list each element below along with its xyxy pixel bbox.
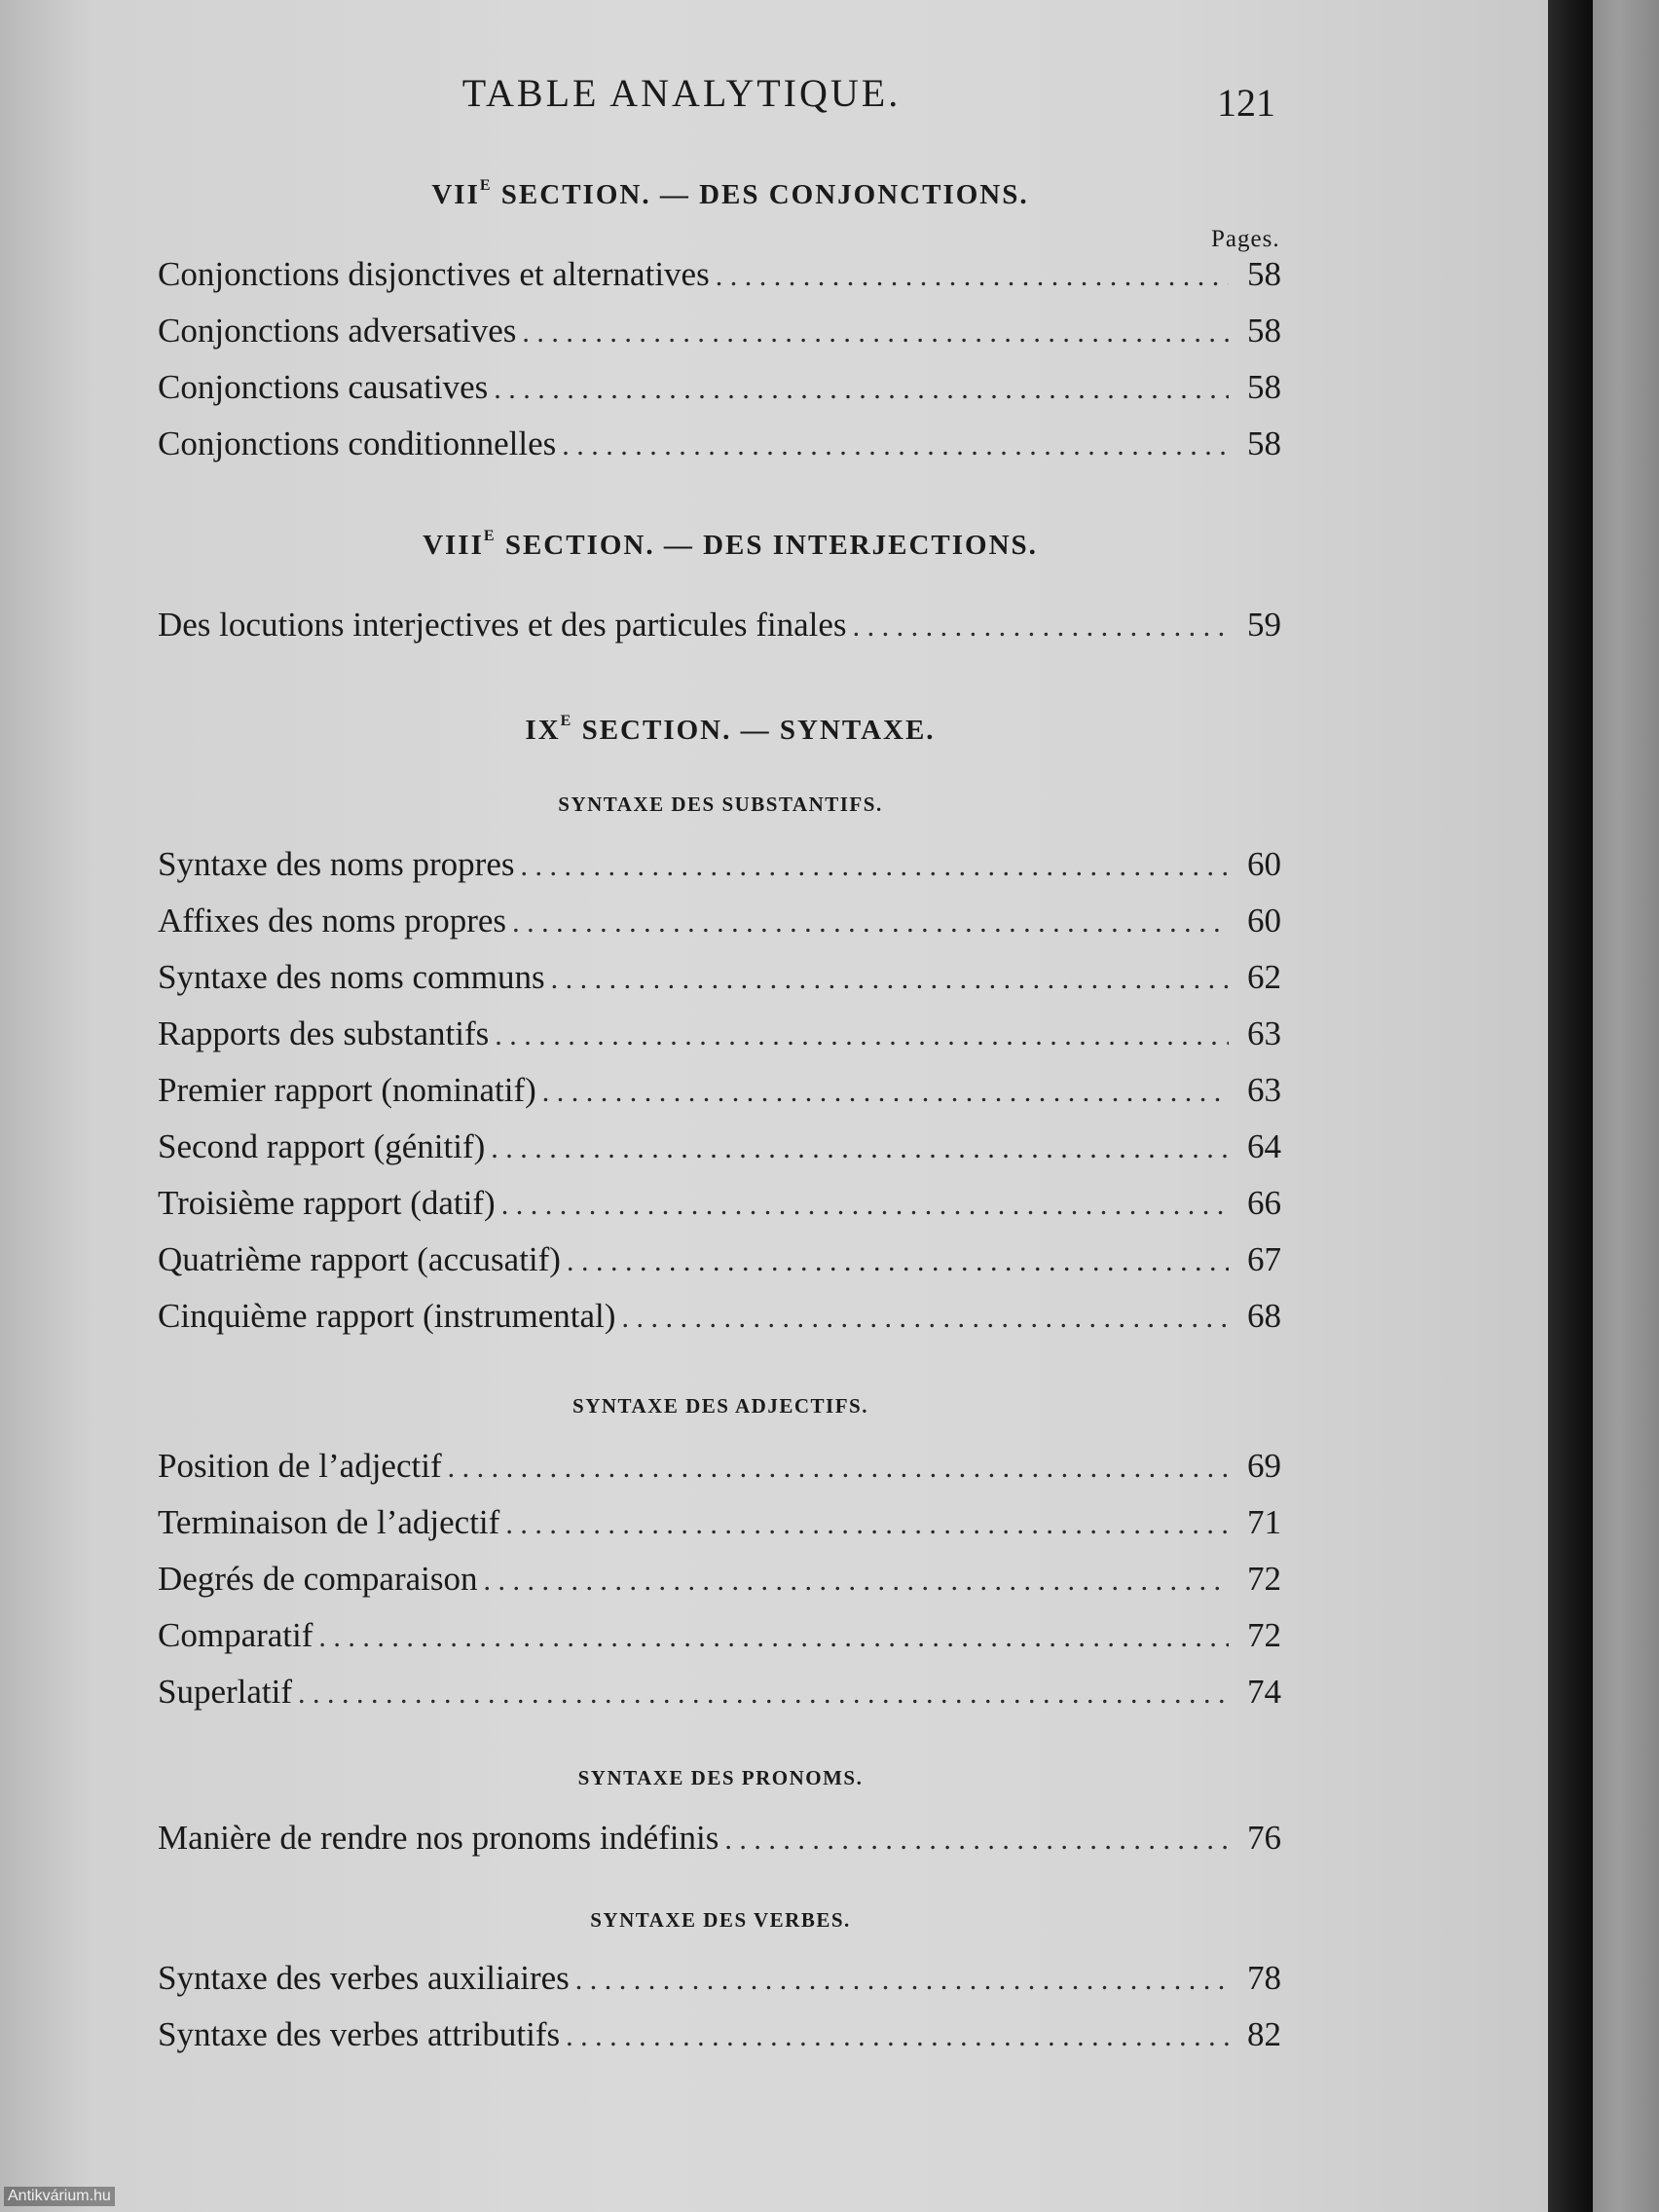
section-title-ix: $IX^E$ SECTION. — SYNTAXE. xyxy=(525,713,936,746)
toc-entry: Second rapport (génitif) . . . 64 xyxy=(158,1127,1281,1176)
pages-column-label: Pages. xyxy=(1211,226,1280,252)
toc-entry: Syntaxe des noms propres . . . 60 xyxy=(158,845,1281,894)
book-cover-board xyxy=(1593,0,1659,2212)
toc-entry: Manière de rendre nos pronoms indéfinis . . . 76 xyxy=(158,1819,1281,1867)
toc-entry: Affixes des noms propres . . . 60 xyxy=(158,902,1281,950)
page-edge-shadow xyxy=(1548,0,1593,2212)
watermark: Antikvárium.hu xyxy=(4,2187,115,2206)
toc-entry: Terminaison de l’adjectif . . . 71 xyxy=(158,1503,1281,1552)
subsection-title: SYNTAXE DES VERBES. xyxy=(590,1908,851,1932)
toc-entry: Conjonctions disjonctives et alternatives . . . 58 xyxy=(158,255,1281,304)
toc-entry: Superlatif . . . 74 xyxy=(158,1673,1281,1721)
subsection-title: SYNTAXE DES SUBSTANTIFS. xyxy=(558,793,883,816)
toc-entry: Comparatif . . . 72 xyxy=(158,1616,1281,1665)
toc-entry: Conjonctions causatives . . . 58 xyxy=(158,368,1281,417)
section-title-vii: $VII^E$ SECTION. — DES CONJONCTIONS. xyxy=(431,177,1029,210)
toc-entry: Syntaxe des verbes auxiliaires . . . 78 xyxy=(158,1959,1281,2008)
toc-entry: Syntaxe des verbes attributifs . . . 82 xyxy=(158,2015,1281,2064)
running-head: TABLE ANALYTIQUE. xyxy=(461,71,902,115)
toc-entry: Rapports des substantifs . . . 63 xyxy=(158,1014,1281,1063)
section-title-viii: $VIII^E$ SECTION. — DES INTERJECTIONS. xyxy=(423,528,1038,561)
toc-entry: Conjonctions conditionnelles . . . 58 xyxy=(158,424,1281,473)
toc-entry: Cinquième rapport (instrumental) . . . 68 xyxy=(158,1297,1281,1346)
subsection-title: SYNTAXE DES ADJECTIFS. xyxy=(572,1394,868,1418)
toc-entry: Syntaxe des noms communs . . . 62 xyxy=(158,958,1281,1007)
toc-entry: Quatrième rapport (accusatif) . . . 67 xyxy=(158,1240,1281,1289)
toc-entry: Position de l’adjectif . . . 69 xyxy=(158,1447,1281,1495)
toc-entry: Troisième rapport (datif) . . . 66 xyxy=(158,1184,1281,1233)
subsection-title: SYNTAXE DES PRONOMS. xyxy=(577,1766,864,1789)
toc-entry: Degrés de comparaison . . . 72 xyxy=(158,1560,1281,1608)
toc-entry: Des locutions interjectives et des particules finales . . . 59 xyxy=(158,606,1281,654)
toc-entry: Conjonctions adversatives . . . 58 xyxy=(158,312,1281,360)
page-number: 121 xyxy=(1217,81,1275,125)
toc-entry: Premier rapport (nominatif) . . . 63 xyxy=(158,1071,1281,1120)
